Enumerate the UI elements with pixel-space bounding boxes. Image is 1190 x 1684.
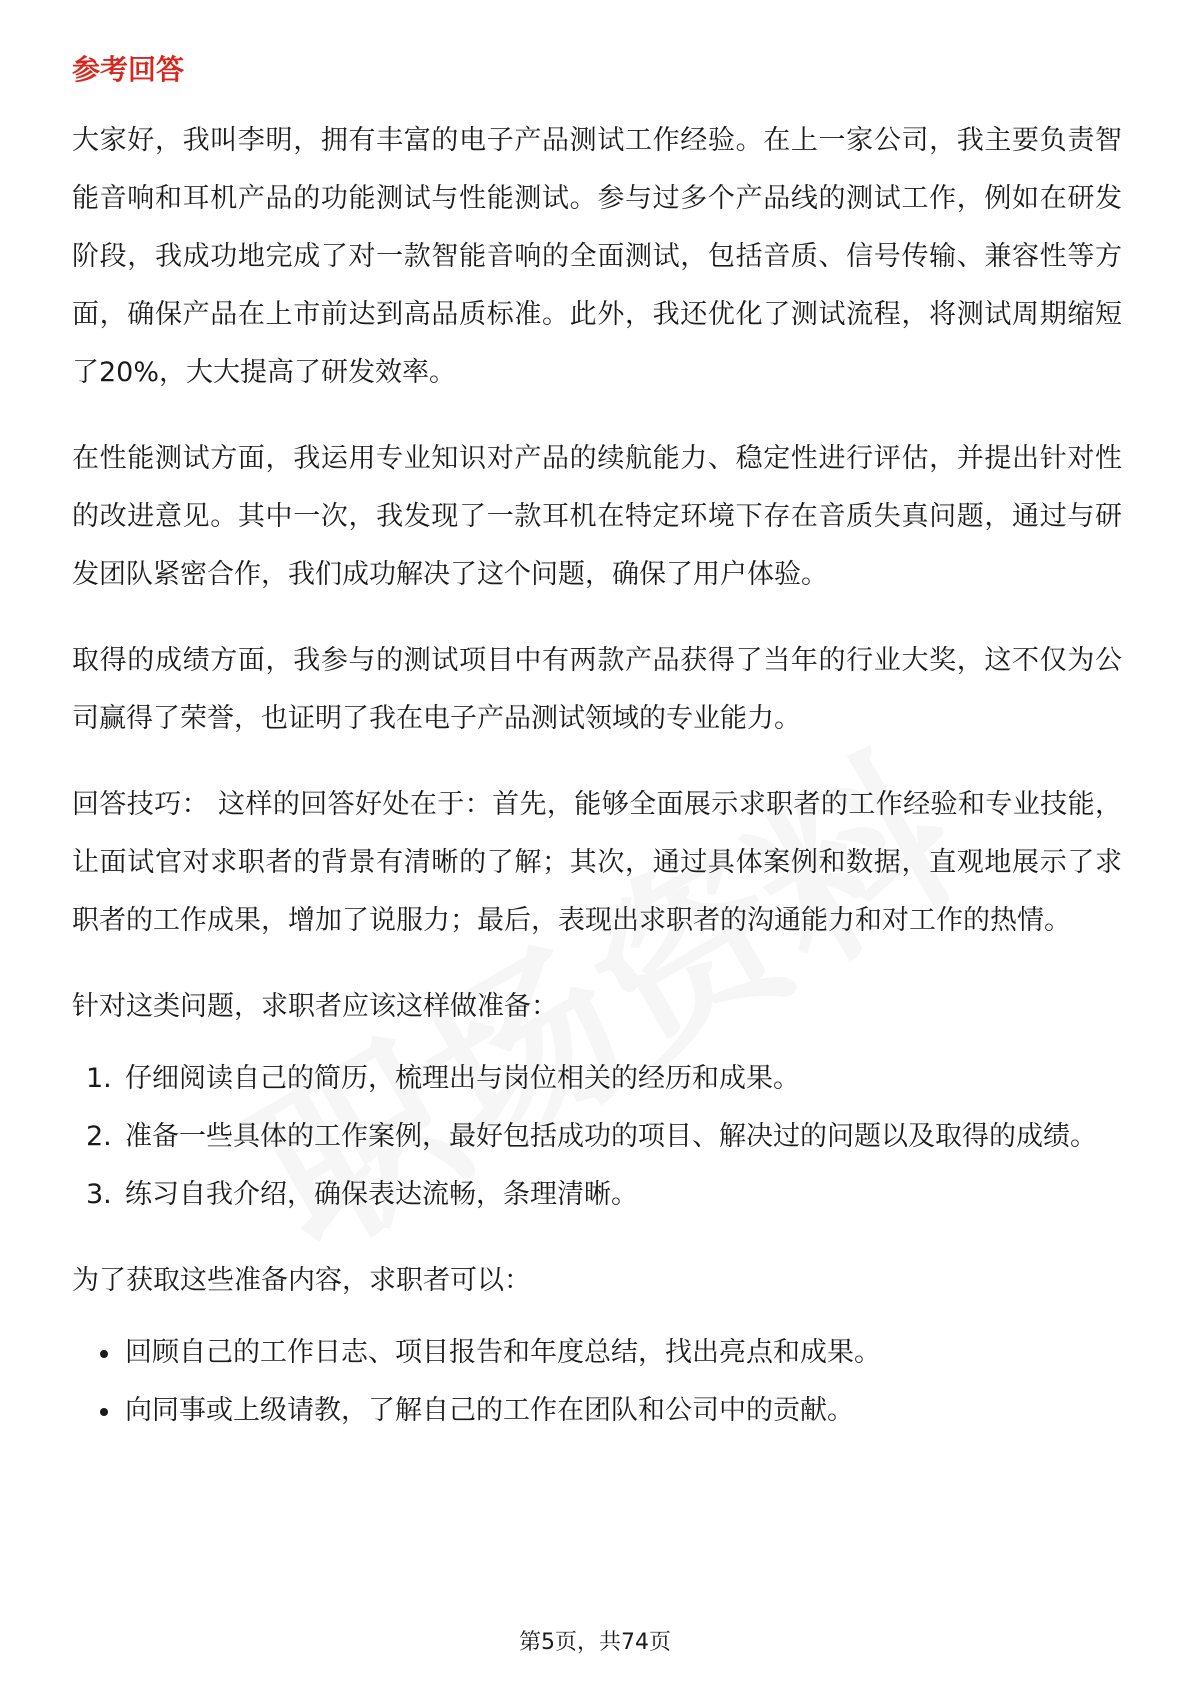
source-list xyxy=(72,1324,1122,1440)
list-item xyxy=(72,1108,1122,1166)
list-item-text: 练习自我介绍，确保表达流畅，条理清晰。 xyxy=(125,1179,638,1210)
paragraph-tips: 回答技巧： 这样的回答好处在于：首先，能够全面展示求职者的工作经验和专业技能，让面试官对求职者的背景有清晰的了解；其次，通过具体案例和数据，直观地展示了求职者的工作成果，增加了说服力；最后，表现出求职者的沟通能力和对工作的热情。 xyxy=(72,789,1122,936)
bullet-icon xyxy=(100,1350,108,1358)
list-item-text: 回顾自己的工作日志、项目报告和年度总结，找出亮点和成果。 xyxy=(125,1337,881,1368)
paragraph-bullet-intro: 为了获取这些准备内容，求职者可以： xyxy=(72,1265,531,1296)
document-body xyxy=(72,50,1122,1440)
list-number: 2. xyxy=(86,1121,112,1152)
list-item xyxy=(72,1166,1122,1224)
page-number: 第5页，共74页 xyxy=(519,1630,671,1655)
list-item-text: 向同事或上级请教，了解自己的工作在团队和公司中的贡献。 xyxy=(125,1395,854,1426)
preparation-list xyxy=(72,1050,1122,1224)
list-item xyxy=(72,1050,1122,1108)
paragraph-intro: 大家好，我叫李明，拥有丰富的电子产品测试工作经验。在上一家公司，我主要负责智能音响和耳机产品的功能测试与性能测试。参与过多个产品线的测试工作，例如在研发阶段，我成功地完成了对一款智能音响的全面测试，包括音质、信号传输、兼容性等方面，确保产品在上市前达到高品质标准。此外，我还优化了测试流程，将测试周期缩短了20%，大大提高了研发效率。 xyxy=(72,125,1122,388)
list-item xyxy=(72,1382,1122,1440)
paragraph-performance: 在性能测试方面，我运用专业知识对产品的续航能力、稳定性进行评估，并提出针对性的改进意见。其中一次，我发现了一款耳机在特定环境下存在音质失真问题，通过与研发团队紧密合作，我们成功解决了这个问题，确保了用户体验。 xyxy=(72,443,1122,590)
list-number: 3. xyxy=(86,1179,112,1210)
list-number: 1. xyxy=(86,1063,112,1094)
paragraph-achievements: 取得的成绩方面，我参与的测试项目中有两款产品获得了当年的行业大奖，这不仅为公司赢得了荣誉，也证明了我在电子产品测试领域的专业能力。 xyxy=(72,645,1122,734)
list-item-text: 准备一些具体的工作案例，最好包括成功的项目、解决过的问题以及取得的成绩。 xyxy=(125,1121,1097,1152)
list-item xyxy=(72,1324,1122,1382)
bullet-icon xyxy=(100,1408,108,1416)
list-item-text: 仔细阅读自己的简历，梳理出与岗位相关的经历和成果。 xyxy=(125,1063,800,1094)
section-heading: 参考回答 xyxy=(72,53,185,86)
paragraph-preparation: 针对这类问题，求职者应该这样做准备： xyxy=(72,991,558,1022)
